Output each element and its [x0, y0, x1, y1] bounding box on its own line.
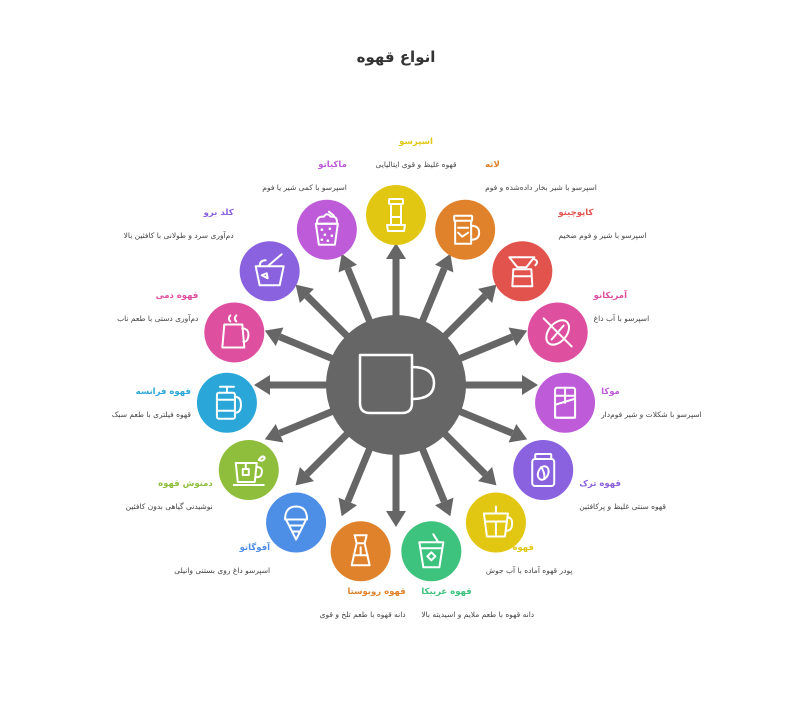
label-latte	[485, 160, 635, 193]
label-desc: اسپرسو با شیر بخار داده‌شده و فوم	[485, 182, 597, 192]
hub	[326, 315, 466, 455]
label-title: کلد برو	[203, 207, 234, 218]
label-desc: دانه قهوه با طعم تلخ و قوی	[319, 610, 406, 620]
node-circle	[266, 493, 326, 553]
label-turkish	[579, 479, 729, 512]
node-circle	[366, 185, 426, 245]
node-macchiato	[297, 200, 357, 260]
label-espresso	[361, 137, 471, 170]
label-title: قهوه دمی	[155, 291, 199, 302]
label-french	[41, 387, 191, 420]
node-french	[197, 373, 257, 433]
label-desc: دانه قهوه با طعم ملایم و اسیدیته بالا	[421, 610, 535, 620]
node-circle	[240, 241, 300, 301]
label-title: اسپرسو	[399, 137, 433, 147]
node-circle	[204, 302, 264, 362]
label-title: کاپوچینو	[558, 207, 594, 218]
label-title: ماکیاتو	[318, 159, 347, 170]
page-title: انواع قهوه	[356, 48, 436, 66]
node-circle	[297, 200, 357, 260]
arrow-head	[386, 243, 406, 259]
label-arabica	[421, 587, 571, 620]
label-desc: نوشیدنی گیاهی بدون کافئین	[125, 502, 213, 511]
label-robusta	[256, 587, 406, 620]
label-title: لاته	[485, 159, 500, 170]
label-desc: قهوه سنتی غلیظ و پرکافئین	[579, 502, 666, 511]
node-robusta	[331, 521, 391, 581]
label-desc: قهوه غلیظ و قوی ایتالیایی	[375, 160, 457, 169]
arrow-head	[386, 511, 406, 527]
label-desc: دم‌آوری دستی با طعم ناب	[117, 314, 199, 324]
label-title: دمنوش قهوه	[158, 479, 213, 489]
label-mocha	[601, 387, 751, 420]
node-arabica	[401, 521, 461, 581]
label-herbal	[63, 479, 213, 512]
node-circle	[492, 241, 552, 301]
arrow-head	[254, 375, 270, 395]
label-desc: اسپرسو داغ روی بستنی وانیلی	[174, 565, 271, 575]
label-title: آمریکانو	[593, 291, 627, 302]
label-desc: اسپرسو با شیر و فوم ضخیم	[558, 230, 647, 240]
node-turkish	[513, 440, 573, 500]
label-desc: اسپرسو با کمی شیر یا فوم	[262, 182, 347, 192]
node-drip	[204, 302, 264, 362]
label-coldbrew	[84, 208, 234, 241]
node-affogato	[266, 493, 326, 553]
label-title: موکا	[601, 387, 620, 398]
label-cappuccino	[558, 208, 708, 241]
label-instant	[486, 543, 636, 576]
label-title: آفوگاتو	[239, 542, 271, 553]
node-circle	[401, 521, 461, 581]
label-desc: اسپرسو با شکلات و شیر فوم‌دار	[601, 410, 702, 420]
label-desc: قهوه فیلتری با طعم سبک	[111, 410, 191, 420]
node-circle	[435, 200, 495, 260]
node-espresso	[366, 185, 426, 245]
label-title: قهوه فرانسه	[135, 387, 191, 398]
label-desc: اسپرسو با آب داغ	[593, 314, 650, 324]
arrow-head	[522, 375, 538, 395]
node-coldbrew	[240, 241, 300, 301]
node-americano	[528, 302, 588, 362]
label-title: قهوه فوری	[485, 542, 534, 553]
label-title: قهوه عربیکا	[421, 587, 472, 598]
label-title: قهوه ترک	[579, 479, 621, 489]
label-title: قهوه روبوستا	[347, 587, 406, 598]
label-americano	[594, 291, 744, 324]
label-macchiato	[197, 160, 347, 193]
node-cappuccino	[492, 241, 552, 301]
label-desc: دم‌آوری سرد و طولانی با کافئین بالا	[123, 230, 234, 240]
node-circle	[197, 373, 257, 433]
node-herbal	[219, 440, 279, 500]
label-desc: پودر قهوه آماده با آب جوش	[485, 565, 573, 575]
label-drip	[48, 291, 198, 324]
node-latte	[435, 200, 495, 260]
label-affogato	[120, 543, 270, 576]
hub-circle	[326, 315, 466, 455]
node-mocha	[535, 373, 595, 433]
